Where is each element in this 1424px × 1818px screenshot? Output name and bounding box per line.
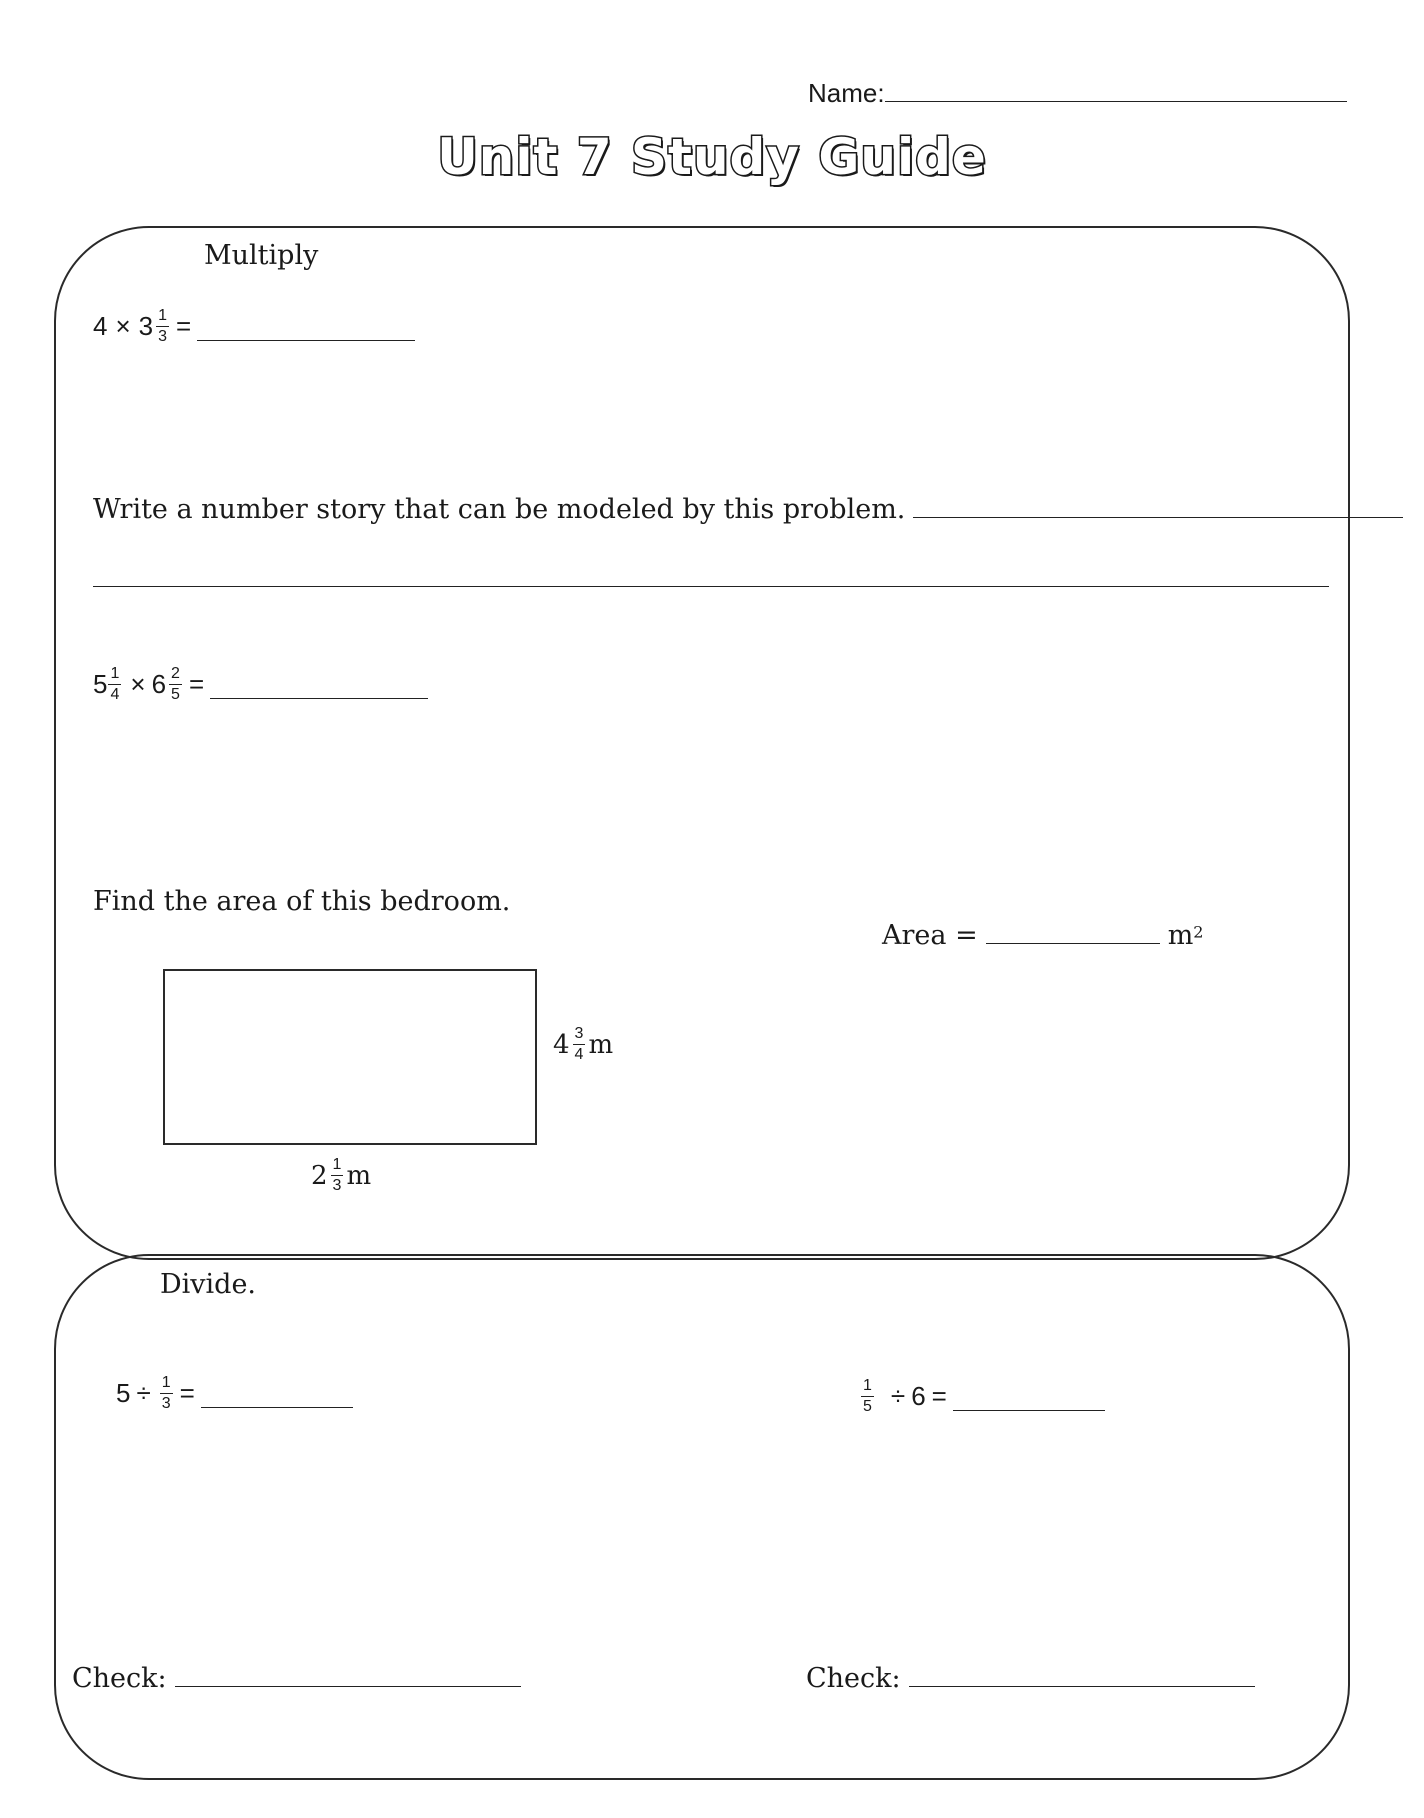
area-unit: m [1167, 920, 1194, 951]
height-unit: m [588, 1029, 614, 1060]
divide-answer-blank-2[interactable] [953, 1410, 1105, 1411]
multiply-heading: Multiply [204, 240, 319, 271]
bedroom-height-label [553, 1026, 613, 1063]
story-prompt: Write a number story that can be modeled by this problem. [93, 494, 906, 525]
numerator: 1 [156, 308, 169, 327]
factor-whole: 4 [93, 311, 108, 341]
width-denominator: 3 [332, 1177, 342, 1194]
width-whole: 2 [311, 1160, 328, 1191]
name-label: Name: [808, 78, 885, 108]
denominator: 3 [158, 328, 168, 345]
dividend-fraction [861, 1378, 874, 1415]
story-prompt-line [93, 496, 1403, 523]
fraction [156, 308, 169, 345]
check-left-blank[interactable] [175, 1686, 521, 1687]
area-label: Area = [882, 920, 978, 951]
multiply-problem-2 [93, 666, 428, 703]
area-unit-exponent: 2 [1193, 922, 1204, 942]
divisor-denominator: 3 [161, 1395, 171, 1412]
page-title: Unit 7 Study Guide [437, 128, 987, 186]
check-right-blank[interactable] [909, 1686, 1255, 1687]
divide-problem-2 [858, 1375, 1105, 1415]
check-left-label: Check: [72, 1663, 167, 1694]
divisor: 6 [911, 1381, 926, 1411]
width-unit: m [346, 1160, 372, 1191]
divide-sign: ÷ [136, 1378, 151, 1408]
height-fraction [573, 1026, 586, 1063]
dividend-numerator: 1 [861, 1378, 874, 1397]
name-blank[interactable] [885, 101, 1347, 102]
name-field[interactable] [808, 78, 1347, 109]
bedroom-width-label [311, 1157, 371, 1194]
numerator-a: 1 [108, 666, 121, 685]
height-denominator: 4 [574, 1046, 584, 1063]
check-left [72, 1665, 521, 1692]
equals-sign: = [188, 669, 205, 699]
times-sign: × [130, 669, 146, 699]
mixed-whole-a: 5 [93, 669, 108, 699]
width-fraction [331, 1157, 344, 1194]
times-sign: × [115, 311, 131, 341]
area-answer [882, 922, 1203, 949]
fraction-a [108, 666, 121, 703]
divide-problem-1 [116, 1375, 353, 1412]
multiply-problem-1 [93, 308, 415, 345]
divide-section-box [54, 1254, 1350, 1780]
divide-sign: ÷ [890, 1381, 906, 1411]
area-blank[interactable] [986, 943, 1160, 944]
dividend: 5 [116, 1378, 131, 1408]
equals-sign: = [176, 311, 192, 341]
numerator-b: 2 [169, 666, 182, 685]
area-prompt: Find the area of this bedroom. [93, 886, 511, 917]
height-whole: 4 [553, 1029, 570, 1060]
denominator-a: 4 [110, 686, 120, 703]
mixed-whole-b: 6 [151, 669, 167, 699]
denominator-b: 5 [171, 686, 180, 703]
divide-heading: Divide. [160, 1269, 257, 1300]
divisor-fraction [160, 1375, 173, 1412]
story-blank-2[interactable] [93, 586, 1329, 587]
story-blank-1[interactable] [913, 517, 1403, 518]
check-right [806, 1665, 1255, 1692]
check-right-label: Check: [806, 1663, 901, 1694]
width-numerator: 1 [331, 1157, 344, 1176]
divide-answer-blank-1[interactable] [201, 1407, 353, 1408]
divisor-numerator: 1 [160, 1375, 173, 1394]
fraction-b [169, 666, 182, 703]
mixed-whole: 3 [138, 311, 154, 341]
bedroom-rectangle [163, 969, 537, 1145]
equals-sign: = [179, 1378, 195, 1408]
answer-blank-2[interactable] [210, 698, 428, 699]
answer-blank-1[interactable] [197, 340, 415, 341]
equals-sign: = [931, 1381, 947, 1411]
height-numerator: 3 [573, 1026, 586, 1045]
dividend-denominator: 5 [863, 1398, 872, 1415]
